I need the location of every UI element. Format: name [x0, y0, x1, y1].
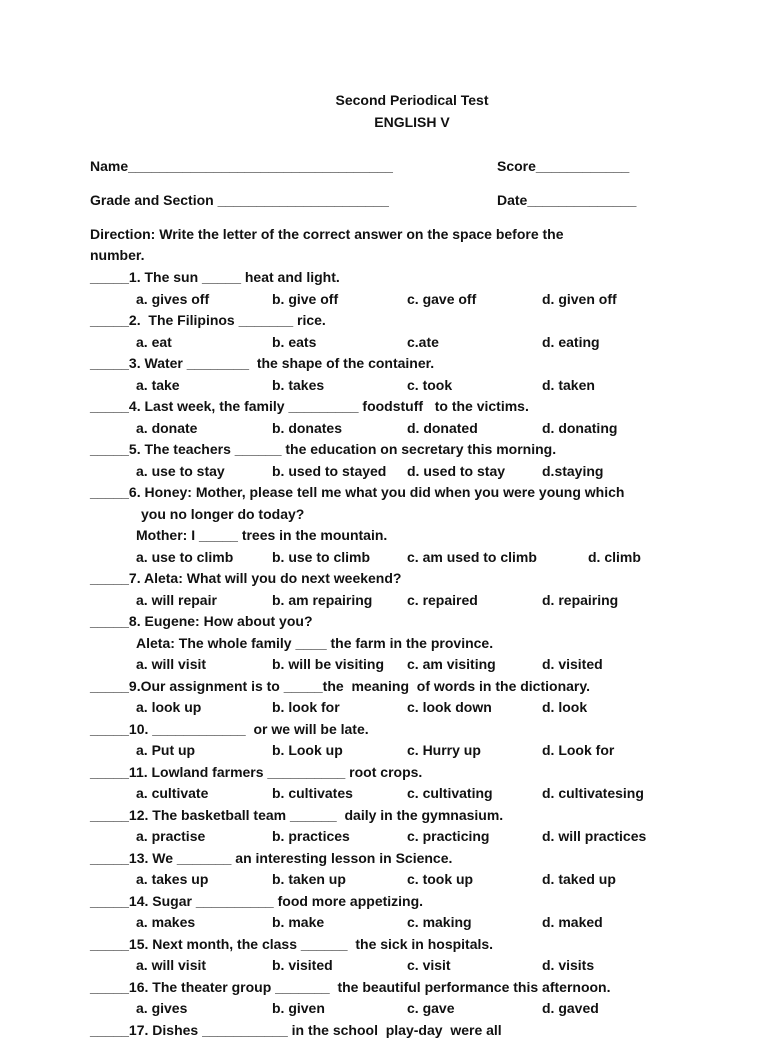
question-15-option: c. visit	[407, 957, 451, 973]
question-14: _____14. Sugar __________ food more appetizing.	[90, 892, 424, 909]
question-12-option: a. practise	[136, 828, 206, 844]
question-10-option: a. Put up	[136, 742, 196, 758]
question-4-option: d. donating	[542, 419, 618, 436]
question-2: _____2. The Filipinos _______ rice.	[90, 312, 326, 328]
question-13-option: c. took up	[407, 871, 474, 887]
question-10-option: b. Look up	[272, 742, 343, 758]
question-14-option: b. make	[272, 914, 325, 930]
question-16-option: c. gave	[407, 1000, 455, 1016]
question-6-subline: Mother: I _____ trees in the mountain.	[136, 527, 388, 543]
question-3-option: d. taken	[542, 376, 595, 393]
question-11: _____11. Lowland farmers __________ root crops.	[90, 763, 423, 780]
question-9-option: b. look for	[272, 699, 340, 715]
question-5-option: b. used to stayed	[272, 462, 387, 479]
test-subject: ENGLISH V	[374, 114, 450, 130]
question-7-option: a. will repair	[136, 591, 217, 608]
question-16-option: b. given	[272, 1000, 325, 1016]
question-6-option: c. am used to climb	[407, 548, 537, 565]
question-4-option: d. donated	[407, 419, 478, 436]
question-10-option: d. Look for	[542, 742, 615, 758]
question-14-option: a. makes	[136, 914, 196, 930]
question-15-option: a. will visit	[136, 957, 207, 973]
question-11-option: b. cultivates	[272, 785, 353, 801]
question-5-option: d. used to stay	[407, 462, 506, 479]
question-13: _____13. We _______ an interesting lesson in Science.	[90, 849, 453, 866]
question-2-option: d. eating	[542, 333, 600, 350]
question-15-option: b. visited	[272, 957, 333, 973]
question-6-subline: you no longer do today?	[141, 505, 305, 522]
question-5-option: a. use to stay	[136, 462, 225, 479]
question-11-option: a. cultivate	[136, 785, 209, 801]
question-8-option: a. will visit	[136, 656, 207, 672]
question-1-option: d. given off	[542, 290, 617, 307]
question-3-option: c. took	[407, 376, 453, 393]
question-8-subline: Aleta: The whole family ____ the farm in the province.	[136, 634, 494, 651]
question-7-option: d. repairing	[542, 591, 619, 608]
question-1-option: c. gave off	[407, 290, 477, 307]
question-6-option: b. use to climb	[272, 548, 371, 565]
question-13-option: b. taken up	[272, 871, 346, 887]
question-6-option: d. climb	[588, 548, 641, 565]
question-2-option: c.ate	[407, 333, 439, 350]
question-4-option: b. donates	[272, 419, 343, 436]
question-7-option: c. repaired	[407, 591, 478, 608]
date-field[interactable]: Date______________	[497, 192, 637, 208]
question-6-option: a. use to climb	[136, 548, 234, 565]
question-4: _____4. Last week, the family _________ foodstuff to the victims.	[90, 398, 529, 414]
question-9-option: a. look up	[136, 699, 202, 715]
question-12: _____12. The basketball team ______ daily in the gymnasium.	[90, 806, 504, 823]
question-3-option: b. takes	[272, 376, 325, 393]
question-10-option: c. Hurry up	[407, 742, 481, 758]
question-7: _____7. Aleta: What will you do next weekend?	[90, 570, 402, 586]
question-1: _____1. The sun _____ heat and light.	[90, 269, 340, 285]
question-16-option: a. gives	[136, 1000, 188, 1016]
question-8-option: d. visited	[542, 656, 603, 672]
question-9: _____9.Our assignment is to _____the meaning of words in the dictionary.	[90, 677, 590, 694]
question-5: _____5. The teachers ______ the education on secretary this morning.	[90, 441, 557, 457]
test-title: Second Periodical Test	[335, 92, 489, 108]
question-14-option: c. making	[407, 914, 472, 930]
question-8-option: b. will be visiting	[272, 656, 385, 672]
question-12-option: c. practicing	[407, 828, 490, 844]
question-4-option: a. donate	[136, 419, 198, 436]
question-11-option: d. cultivatesing	[542, 785, 644, 801]
question-12-option: b. practices	[272, 828, 350, 844]
question-3: _____3. Water ________ the shape of the container.	[90, 355, 435, 371]
question-16-option: d. gaved	[542, 1000, 599, 1016]
question-3-option: a. take	[136, 376, 180, 393]
question-2-option: b. eats	[272, 333, 317, 350]
question-5-option: d.staying	[542, 462, 604, 479]
question-15-option: d. visits	[542, 957, 595, 973]
question-11-option: c. cultivating	[407, 785, 493, 801]
question-9-option: c. look down	[407, 699, 492, 715]
question-17: _____17. Dishes ___________ in the school play-day were all	[90, 1021, 502, 1038]
direction-text-cont: number.	[90, 247, 145, 263]
question-15: _____15. Next month, the class ______ the sick in hospitals.	[90, 935, 494, 952]
direction-text: Direction: Write the letter of the correct answer on the space before the	[90, 226, 564, 242]
question-9-option: d. look	[542, 699, 588, 715]
question-12-option: d. will practices	[542, 828, 647, 844]
name-field[interactable]: Name__________________________________	[90, 158, 393, 174]
question-14-option: d. maked	[542, 914, 603, 930]
question-1-option: b. give off	[272, 290, 339, 307]
question-1-option: a. gives off	[136, 290, 210, 307]
question-6: _____6. Honey: Mother, please tell me what you did when you were young which	[90, 484, 625, 500]
question-16: _____16. The theater group _______ the beautiful performance this afternoon.	[90, 978, 611, 995]
question-8-option: c. am visiting	[407, 656, 496, 672]
question-2-option: a. eat	[136, 333, 172, 350]
question-13-option: a. takes up	[136, 871, 209, 887]
question-8: _____8. Eugene: How about you?	[90, 613, 313, 629]
question-7-option: b. am repairing	[272, 591, 373, 608]
question-13-option: d. taked up	[542, 871, 616, 887]
score-field[interactable]: Score____________	[497, 158, 630, 174]
question-10: _____10. ____________ or we will be late.	[90, 720, 369, 737]
grade-section-field[interactable]: Grade and Section ______________________	[90, 192, 389, 208]
